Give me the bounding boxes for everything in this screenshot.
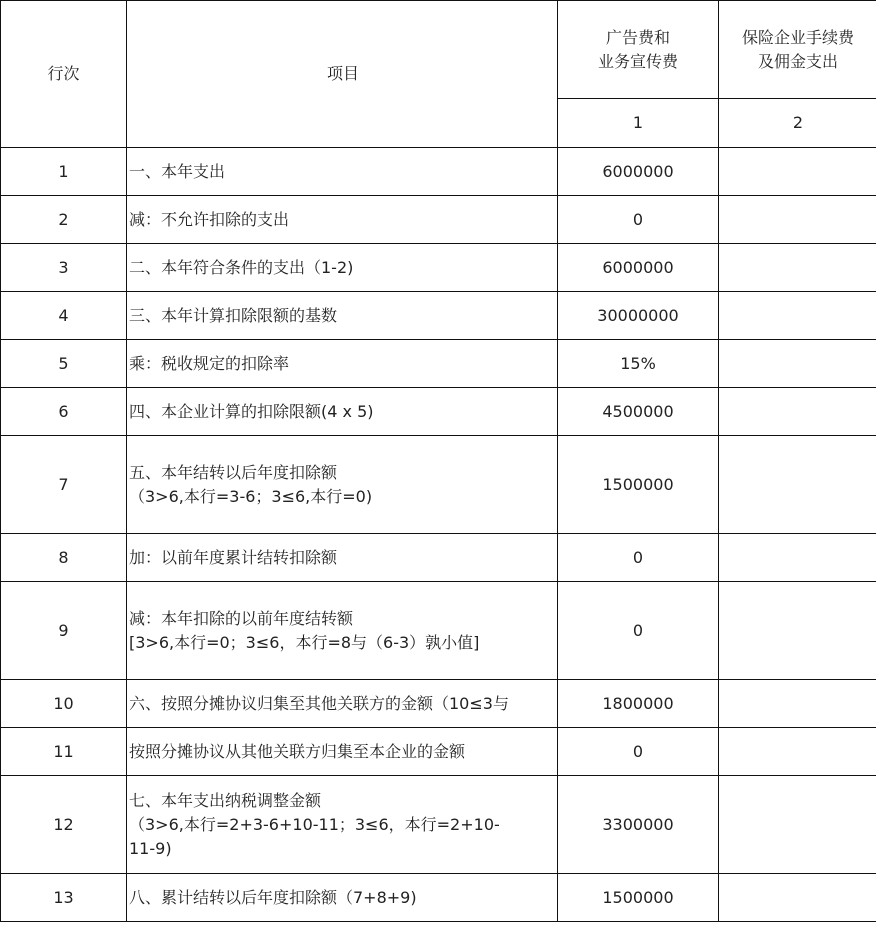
insurance-commission-cell[interactable]: [719, 874, 876, 922]
ad-expense-cell[interactable]: 15%: [558, 340, 719, 388]
header-ad-index: 1: [558, 99, 719, 148]
row-number-cell: 8: [1, 534, 127, 582]
header-ins-line1: 保险企业手续费: [741, 27, 854, 47]
row-number-cell: 7: [1, 436, 127, 534]
table-row: [1, 244, 876, 292]
row-number-cell: 10: [1, 680, 127, 728]
insurance-commission-cell[interactable]: [719, 436, 876, 534]
row-number-cell: 11: [1, 728, 127, 776]
insurance-commission-cell[interactable]: [719, 292, 876, 340]
row-number-cell: 5: [1, 340, 127, 388]
item-cell: [127, 196, 558, 244]
insurance-commission-cell[interactable]: [719, 340, 876, 388]
header-row: [1, 1, 876, 99]
table-row: [1, 436, 876, 534]
insurance-commission-cell[interactable]: [719, 244, 876, 292]
item-cell: [127, 534, 558, 582]
item-cell: [127, 728, 558, 776]
table-row: [1, 196, 876, 244]
item-text-line: 乘：税收规定的扣除率: [129, 353, 290, 373]
ad-expense-cell[interactable]: 0: [558, 582, 719, 680]
ad-expense-cell[interactable]: 30000000: [558, 292, 719, 340]
insurance-commission-cell[interactable]: [719, 388, 876, 436]
header-ad-line2: 业务宣传费: [597, 51, 678, 71]
header-item: 项目: [127, 1, 558, 148]
ad-expense-cell[interactable]: 1500000: [558, 874, 719, 922]
table-row: [1, 148, 876, 196]
item-text-line: 减：本年扣除的以前年度结转额: [129, 608, 354, 628]
insurance-commission-cell[interactable]: [719, 534, 876, 582]
header-row-no: 行次: [1, 1, 127, 148]
row-number-cell: 2: [1, 196, 127, 244]
item-text-line: 八、累计结转以后年度扣除额（7+8+9): [129, 887, 417, 907]
ad-expense-cell[interactable]: 4500000: [558, 388, 719, 436]
row-number-cell: 3: [1, 244, 127, 292]
table-row: [1, 388, 876, 436]
item-text-line: （3>6,本行=3-6；3≤6,本行=0): [129, 486, 373, 506]
row-number-cell: 1: [1, 148, 127, 196]
ad-expense-cell[interactable]: 6000000: [558, 148, 719, 196]
header-ins-line2: 及佣金支出: [757, 51, 838, 71]
table-row: [1, 874, 876, 922]
ad-expense-cell[interactable]: 0: [558, 196, 719, 244]
ad-expense-cell[interactable]: 0: [558, 534, 719, 582]
item-text-line: 一、本年支出: [129, 161, 226, 181]
insurance-commission-cell[interactable]: [719, 680, 876, 728]
insurance-commission-cell[interactable]: [719, 196, 876, 244]
insurance-commission-cell[interactable]: [719, 728, 876, 776]
item-cell: [127, 582, 558, 680]
table-body: [1, 148, 876, 922]
item-cell: [127, 874, 558, 922]
row-number-cell: 6: [1, 388, 127, 436]
item-text-line: 减：不允许扣除的支出: [129, 209, 290, 229]
item-text-line: [3>6,本行=0；3≤6，本行=8与（6-3）孰小值]: [129, 632, 480, 652]
item-text-line: 三、本年计算扣除限额的基数: [129, 305, 338, 325]
table-row: [1, 292, 876, 340]
row-number-cell: 12: [1, 776, 127, 874]
ad-expense-cell[interactable]: 1500000: [558, 436, 719, 534]
item-cell: [127, 680, 558, 728]
item-text-line: 四、本企业计算的扣除限额(4 x 5): [129, 401, 374, 421]
item-text-line: 加：以前年度累计结转扣除额: [129, 547, 338, 567]
table-row: [1, 582, 876, 680]
insurance-commission-cell[interactable]: [719, 148, 876, 196]
header-ins-index: 2: [719, 99, 876, 148]
ad-expense-cell[interactable]: 3300000: [558, 776, 719, 874]
item-text-line: 二、本年符合条件的支出（1-2): [129, 257, 354, 277]
item-cell: [127, 244, 558, 292]
ad-expense-cell[interactable]: 0: [558, 728, 719, 776]
table-row: [1, 776, 876, 874]
item-cell: [127, 776, 558, 874]
item-cell: [127, 388, 558, 436]
row-number-cell: 9: [1, 582, 127, 680]
insurance-commission-cell[interactable]: [719, 776, 876, 874]
header-insurance-commission: [719, 1, 876, 99]
row-number-cell: 4: [1, 292, 127, 340]
ad-expense-cell[interactable]: 1800000: [558, 680, 719, 728]
table-row: [1, 534, 876, 582]
ad-expense-cell[interactable]: 6000000: [558, 244, 719, 292]
item-text-line: 七、本年支出纳税调整金额: [129, 790, 322, 810]
row-number-cell: 13: [1, 874, 127, 922]
item-text-line: 11-9): [129, 838, 172, 858]
table-row: [1, 340, 876, 388]
item-text-line: 五、本年结转以后年度扣除额: [129, 462, 338, 482]
item-cell: [127, 340, 558, 388]
item-cell: [127, 292, 558, 340]
table-row: [1, 728, 876, 776]
item-text-line: （3>6,本行=2+3-6+10-11；3≤6，本行=2+10-: [129, 814, 500, 834]
insurance-commission-cell[interactable]: [719, 582, 876, 680]
item-text-line: 六、按照分摊协议归集至其他关联方的金额（10≤3与: [129, 693, 509, 713]
header-ad-expense: [558, 1, 719, 99]
item-text-line: 按照分摊协议从其他关联方归集至本企业的金额: [129, 741, 466, 761]
header-ad-line1: 广告费和: [605, 27, 670, 47]
table-row: [1, 680, 876, 728]
item-cell: [127, 148, 558, 196]
item-cell: [127, 436, 558, 534]
